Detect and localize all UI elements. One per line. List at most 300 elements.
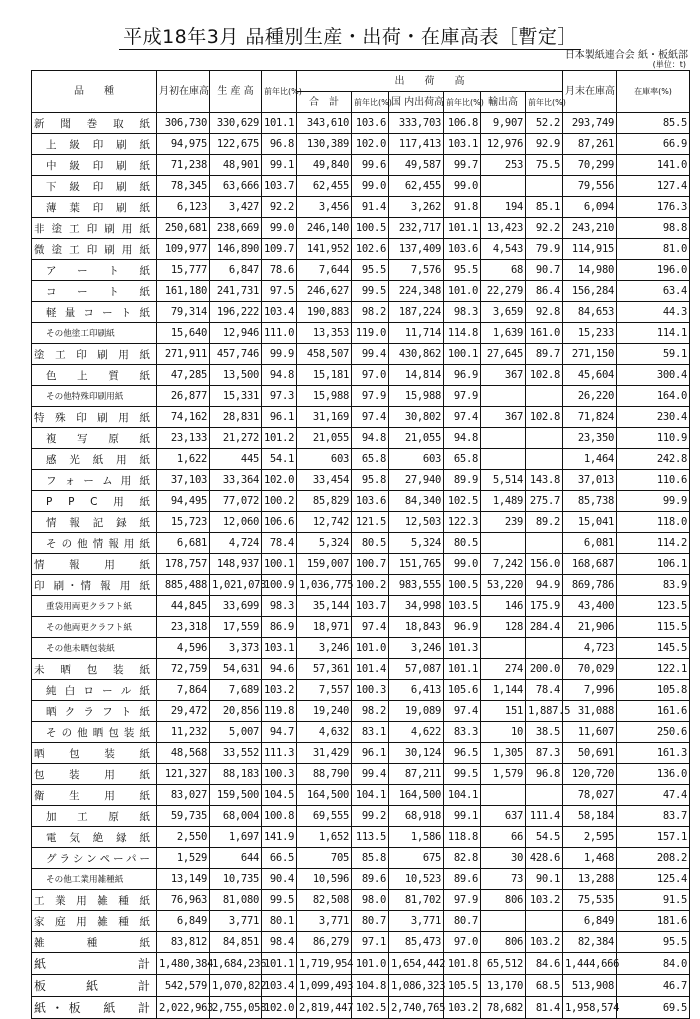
domestic-cell: 3,771 — [389, 911, 444, 932]
domestic-cell: 62,455 — [389, 176, 444, 197]
header-export-yoy: 前年比(%) — [526, 92, 563, 113]
production-yoy-cell: 90.4 — [262, 869, 297, 890]
product-name: 感 光 紙 用 紙 — [46, 453, 150, 466]
product-name-cell — [32, 743, 157, 764]
product-name: グラシンペーパー — [46, 852, 150, 865]
stock-ratio-cell: 84.0 — [617, 953, 690, 975]
export-yoy-cell: 81.4 — [526, 997, 563, 1019]
product-name-cell — [32, 764, 157, 785]
total-yoy-cell: 97.1 — [352, 932, 389, 953]
shipments-total-cell: 69,555 — [297, 806, 352, 827]
domestic-yoy-cell: 101.1 — [444, 659, 481, 680]
production-yoy-cell: 78.4 — [262, 533, 297, 554]
table-row — [32, 470, 690, 491]
stock-ratio-cell: 230.4 — [617, 407, 690, 428]
shipments-total-cell: 15,988 — [297, 386, 352, 407]
product-name-cell — [32, 848, 157, 869]
closing-stock-cell: 31,088 — [563, 701, 617, 722]
closing-stock-cell: 293,749 — [563, 113, 617, 134]
stock-ratio-cell: 47.4 — [617, 785, 690, 806]
production-cell: 330,629 — [210, 113, 262, 134]
table-row — [32, 785, 690, 806]
domestic-yoy-cell: 106.8 — [444, 113, 481, 134]
shipments-total-cell: 62,455 — [297, 176, 352, 197]
domestic-cell: 224,348 — [389, 281, 444, 302]
product-name: 重袋用両更クラフト紙 — [46, 602, 132, 612]
table-row — [32, 806, 690, 827]
shipments-total-cell: 18,971 — [297, 617, 352, 638]
product-name-cell — [32, 869, 157, 890]
production-cell: 122,675 — [210, 134, 262, 155]
domestic-cell: 30,802 — [389, 407, 444, 428]
production-cell: 10,735 — [210, 869, 262, 890]
opening-stock-cell: 1,529 — [157, 848, 210, 869]
production-cell: 146,890 — [210, 239, 262, 260]
export-yoy-cell: 78.4 — [526, 680, 563, 701]
product-name: 微 塗 工 印 刷 用 紙 — [34, 243, 150, 256]
domestic-cell: 30,124 — [389, 743, 444, 764]
header-domestic: 国 内出荷高 — [389, 92, 444, 113]
export-cell: 1,579 — [481, 764, 526, 785]
shipments-total-cell: 3,246 — [297, 638, 352, 659]
domestic-yoy-cell: 97.4 — [444, 407, 481, 428]
domestic-cell: 11,714 — [389, 323, 444, 344]
domestic-cell: 1,586 — [389, 827, 444, 848]
product-name: フ ォ ー ム 用 紙 — [46, 474, 150, 487]
stock-ratio-cell: 196.0 — [617, 260, 690, 281]
domestic-cell: 3,262 — [389, 197, 444, 218]
product-name: 下 級 印 刷 紙 — [46, 180, 150, 193]
total-yoy-cell: 96.1 — [352, 743, 389, 764]
production-yoy-cell: 100.2 — [262, 491, 297, 512]
domestic-yoy-cell: 95.5 — [444, 260, 481, 281]
product-name-cell — [32, 386, 157, 407]
shipments-total-cell: 35,144 — [297, 596, 352, 617]
domestic-cell: 10,523 — [389, 869, 444, 890]
stock-ratio-cell: 83.9 — [617, 575, 690, 596]
table-row — [32, 827, 690, 848]
product-name-cell — [32, 134, 157, 155]
closing-stock-cell: 13,288 — [563, 869, 617, 890]
closing-stock-cell: 70,029 — [563, 659, 617, 680]
domestic-yoy-cell: 101.8 — [444, 953, 481, 975]
product-name: ア ー ト 紙 — [46, 264, 150, 277]
total-yoy-cell: 80.7 — [352, 911, 389, 932]
opening-stock-cell: 48,568 — [157, 743, 210, 764]
domestic-yoy-cell: 89.9 — [444, 470, 481, 491]
export-yoy-cell: 94.9 — [526, 575, 563, 596]
production-cell: 1,070,822 — [210, 975, 262, 997]
production-cell: 7,689 — [210, 680, 262, 701]
total-yoy-cell: 89.6 — [352, 869, 389, 890]
product-name: 未 晒 包 装 紙 — [34, 663, 150, 676]
export-yoy-cell: 161.0 — [526, 323, 563, 344]
header-total-yoy: 前年比(%) — [352, 92, 389, 113]
production-cell: 1,697 — [210, 827, 262, 848]
shipments-total-cell: 7,644 — [297, 260, 352, 281]
total-yoy-cell: 104.8 — [352, 975, 389, 997]
domestic-yoy-cell: 97.9 — [444, 890, 481, 911]
production-cell: 77,072 — [210, 491, 262, 512]
stock-ratio-cell: 66.9 — [617, 134, 690, 155]
shipments-total-cell: 1,036,775 — [297, 575, 352, 596]
product-name-cell — [32, 827, 157, 848]
header-domestic-yoy: 前年比(%) — [444, 92, 481, 113]
product-name-cell — [32, 932, 157, 953]
shipments-total-cell: 246,140 — [297, 218, 352, 239]
domestic-yoy-cell: 94.8 — [444, 428, 481, 449]
product-name: 印 刷・情 報 用 紙 — [34, 579, 150, 592]
domestic-cell: 164,500 — [389, 785, 444, 806]
opening-stock-cell: 2,550 — [157, 827, 210, 848]
export-yoy-cell — [526, 911, 563, 932]
product-name: 情 報 記 録 紙 — [46, 516, 150, 529]
product-name: その他工業用雑種紙 — [46, 875, 124, 885]
shipments-total-cell: 7,557 — [297, 680, 352, 701]
production-cell: 3,373 — [210, 638, 262, 659]
export-cell: 5,514 — [481, 470, 526, 491]
product-name: その他未晒包装紙 — [46, 644, 115, 654]
product-name: 薄 葉 印 刷 紙 — [46, 201, 150, 214]
shipments-total-cell: 5,324 — [297, 533, 352, 554]
opening-stock-cell: 271,911 — [157, 344, 210, 365]
closing-stock-cell: 11,607 — [563, 722, 617, 743]
production-cell: 1,684,236 — [210, 953, 262, 975]
opening-stock-cell: 78,345 — [157, 176, 210, 197]
shipments-total-cell: 705 — [297, 848, 352, 869]
export-cell: 146 — [481, 596, 526, 617]
domestic-cell: 333,703 — [389, 113, 444, 134]
opening-stock-cell: 250,681 — [157, 218, 210, 239]
export-cell: 239 — [481, 512, 526, 533]
domestic-cell: 1,086,323 — [389, 975, 444, 997]
header-product: 品 種 — [32, 71, 157, 113]
closing-stock-cell: 114,915 — [563, 239, 617, 260]
opening-stock-cell: 47,285 — [157, 365, 210, 386]
production-yoy-cell: 54.1 — [262, 449, 297, 470]
product-name-cell — [32, 533, 157, 554]
closing-stock-cell: 513,908 — [563, 975, 617, 997]
domestic-yoy-cell: 89.6 — [444, 869, 481, 890]
domestic-yoy-cell: 65.8 — [444, 449, 481, 470]
export-cell: 73 — [481, 869, 526, 890]
domestic-cell: 85,473 — [389, 932, 444, 953]
production-yoy-cell: 99.9 — [262, 344, 297, 365]
stock-ratio-cell: 123.5 — [617, 596, 690, 617]
product-name-cell — [32, 911, 157, 932]
production-cell: 63,666 — [210, 176, 262, 197]
shipments-total-cell: 86,279 — [297, 932, 352, 953]
production-yoy-cell: 101.1 — [262, 113, 297, 134]
domestic-yoy-cell: 97.9 — [444, 386, 481, 407]
shipments-total-cell: 1,719,954 — [297, 953, 352, 975]
domestic-yoy-cell: 100.5 — [444, 575, 481, 596]
closing-stock-cell: 6,094 — [563, 197, 617, 218]
domestic-cell: 49,587 — [389, 155, 444, 176]
product-name: 板 紙 計 — [34, 979, 150, 993]
export-yoy-cell: 68.5 — [526, 975, 563, 997]
production-yoy-cell: 103.4 — [262, 975, 297, 997]
export-yoy-cell: 85.1 — [526, 197, 563, 218]
product-name-cell — [32, 260, 157, 281]
stock-ratio-cell: 114.2 — [617, 533, 690, 554]
stock-ratio-cell: 242.8 — [617, 449, 690, 470]
table-row — [32, 386, 690, 407]
table-row — [32, 449, 690, 470]
shipments-total-cell: 3,771 — [297, 911, 352, 932]
domestic-cell: 137,409 — [389, 239, 444, 260]
stock-ratio-cell: 145.5 — [617, 638, 690, 659]
opening-stock-cell: 83,812 — [157, 932, 210, 953]
product-name: 塗 工 印 刷 用 紙 — [34, 348, 150, 361]
export-cell: 12,976 — [481, 134, 526, 155]
stock-ratio-cell: 115.5 — [617, 617, 690, 638]
production-yoy-cell: 80.1 — [262, 911, 297, 932]
domestic-yoy-cell: 101.1 — [444, 218, 481, 239]
stock-ratio-cell: 250.6 — [617, 722, 690, 743]
opening-stock-cell: 121,327 — [157, 764, 210, 785]
production-cell: 88,183 — [210, 764, 262, 785]
export-cell: 1,639 — [481, 323, 526, 344]
production-yoy-cell: 106.6 — [262, 512, 297, 533]
export-yoy-cell — [526, 785, 563, 806]
closing-stock-cell: 6,849 — [563, 911, 617, 932]
shipments-total-cell: 31,429 — [297, 743, 352, 764]
stock-ratio-cell: 99.9 — [617, 491, 690, 512]
product-name: その他特殊印刷用紙 — [46, 392, 124, 402]
stock-ratio-cell: 98.8 — [617, 218, 690, 239]
domestic-yoy-cell: 101.3 — [444, 638, 481, 659]
production-cell: 15,331 — [210, 386, 262, 407]
production-yoy-cell: 101.2 — [262, 428, 297, 449]
production-cell: 12,060 — [210, 512, 262, 533]
domestic-cell: 15,988 — [389, 386, 444, 407]
shipments-total-cell: 57,361 — [297, 659, 352, 680]
closing-stock-cell: 37,013 — [563, 470, 617, 491]
total-yoy-cell: 100.5 — [352, 218, 389, 239]
export-yoy-cell: 75.5 — [526, 155, 563, 176]
production-cell: 33,364 — [210, 470, 262, 491]
domestic-yoy-cell: 82.8 — [444, 848, 481, 869]
production-yoy-cell: 99.5 — [262, 890, 297, 911]
stock-ratio-cell: 85.5 — [617, 113, 690, 134]
export-cell: 3,659 — [481, 302, 526, 323]
opening-stock-cell: 29,472 — [157, 701, 210, 722]
domestic-cell: 18,843 — [389, 617, 444, 638]
shipments-total-cell: 82,508 — [297, 890, 352, 911]
product-name: コ ー ト 紙 — [46, 285, 150, 298]
export-cell: 78,682 — [481, 997, 526, 1019]
closing-stock-cell: 85,738 — [563, 491, 617, 512]
table-row — [32, 911, 690, 932]
table-row — [32, 407, 690, 428]
closing-stock-cell: 1,444,666 — [563, 953, 617, 975]
total-yoy-cell: 113.5 — [352, 827, 389, 848]
shipments-total-cell: 246,627 — [297, 281, 352, 302]
export-yoy-cell: 103.2 — [526, 932, 563, 953]
closing-stock-cell: 6,081 — [563, 533, 617, 554]
production-cell: 241,731 — [210, 281, 262, 302]
table-row — [32, 743, 690, 764]
export-yoy-cell: 54.5 — [526, 827, 563, 848]
export-cell: 274 — [481, 659, 526, 680]
product-name: 電 気 絶 縁 紙 — [46, 831, 150, 844]
header-shipments: 出 荷 高 — [297, 71, 563, 92]
production-cell: 1,021,073 — [210, 575, 262, 596]
shipments-total-cell: 141,952 — [297, 239, 352, 260]
export-cell: 22,279 — [481, 281, 526, 302]
closing-stock-cell: 15,233 — [563, 323, 617, 344]
opening-stock-cell: 23,318 — [157, 617, 210, 638]
product-name: 軽 量 コ ー ト 紙 — [46, 306, 150, 319]
production-cell: 3,771 — [210, 911, 262, 932]
export-cell: 27,645 — [481, 344, 526, 365]
table-row — [32, 722, 690, 743]
total-yoy-cell: 97.9 — [352, 386, 389, 407]
product-name: 新 聞 巻 取 紙 — [34, 117, 150, 130]
export-yoy-cell: 90.7 — [526, 260, 563, 281]
total-yoy-cell: 99.2 — [352, 806, 389, 827]
header-shipments-total: 合 計 — [297, 92, 352, 113]
closing-stock-cell: 2,595 — [563, 827, 617, 848]
domestic-yoy-cell: 99.0 — [444, 554, 481, 575]
domestic-cell: 57,087 — [389, 659, 444, 680]
production-yoy-cell: 98.3 — [262, 596, 297, 617]
unit-note: (単位：t) — [652, 60, 686, 69]
product-name-cell — [32, 722, 157, 743]
export-cell: 367 — [481, 407, 526, 428]
total-yoy-cell: 98.0 — [352, 890, 389, 911]
product-name: 包 装 用 紙 — [34, 768, 150, 781]
table-row — [32, 554, 690, 575]
header-production: 生 産 高 — [210, 71, 262, 113]
export-cell — [481, 428, 526, 449]
domestic-yoy-cell: 83.3 — [444, 722, 481, 743]
domestic-yoy-cell: 99.7 — [444, 155, 481, 176]
shipments-total-cell: 85,829 — [297, 491, 352, 512]
export-cell: 1,144 — [481, 680, 526, 701]
domestic-cell: 81,702 — [389, 890, 444, 911]
product-name: P P C 用 紙 — [46, 495, 150, 508]
total-yoy-cell: 95.5 — [352, 260, 389, 281]
opening-stock-cell: 15,723 — [157, 512, 210, 533]
table-row — [32, 659, 690, 680]
shipments-total-cell: 1,099,493 — [297, 975, 352, 997]
product-name-cell — [32, 344, 157, 365]
production-cell: 54,631 — [210, 659, 262, 680]
production-cell: 48,901 — [210, 155, 262, 176]
total-yoy-cell: 101.0 — [352, 953, 389, 975]
product-name-cell — [32, 806, 157, 827]
closing-stock-cell: 75,535 — [563, 890, 617, 911]
export-cell: 13,423 — [481, 218, 526, 239]
stock-ratio-cell: 181.6 — [617, 911, 690, 932]
total-yoy-cell: 99.0 — [352, 176, 389, 197]
total-yoy-cell: 102.6 — [352, 239, 389, 260]
closing-stock-cell: 4,723 — [563, 638, 617, 659]
product-name: 中 級 印 刷 紙 — [46, 159, 150, 172]
shipments-total-cell: 1,652 — [297, 827, 352, 848]
total-yoy-cell: 99.4 — [352, 344, 389, 365]
export-yoy-cell: 275.7 — [526, 491, 563, 512]
opening-stock-cell: 885,488 — [157, 575, 210, 596]
table-row — [32, 134, 690, 155]
export-yoy-cell: 103.2 — [526, 890, 563, 911]
domestic-yoy-cell: 96.5 — [444, 743, 481, 764]
export-cell — [481, 533, 526, 554]
opening-stock-cell: 306,730 — [157, 113, 210, 134]
closing-stock-cell: 21,906 — [563, 617, 617, 638]
table-row — [32, 176, 690, 197]
production-cell: 6,847 — [210, 260, 262, 281]
production-yoy-cell: 104.5 — [262, 785, 297, 806]
domestic-cell: 19,089 — [389, 701, 444, 722]
export-cell: 151 — [481, 701, 526, 722]
shipments-total-cell: 19,240 — [297, 701, 352, 722]
publisher: 日本製紙連合会 紙・板紙部 — [564, 50, 688, 61]
page-title-text: 平成18年3月 品種別生産・出荷・在庫高表［暫定］ — [119, 26, 581, 50]
closing-stock-cell: 71,824 — [563, 407, 617, 428]
closing-stock-cell: 156,284 — [563, 281, 617, 302]
table-row — [32, 197, 690, 218]
table-row — [32, 701, 690, 722]
product-name: 複 写 原 紙 — [46, 432, 150, 445]
export-yoy-cell: 284.4 — [526, 617, 563, 638]
production-cell: 28,831 — [210, 407, 262, 428]
total-yoy-cell: 98.2 — [352, 701, 389, 722]
domestic-yoy-cell: 118.8 — [444, 827, 481, 848]
production-yoy-cell: 98.4 — [262, 932, 297, 953]
product-name: 工 業 用 雑 種 紙 — [34, 894, 150, 907]
closing-stock-cell: 87,261 — [563, 134, 617, 155]
stock-ratio-cell: 105.8 — [617, 680, 690, 701]
shipments-total-cell: 88,790 — [297, 764, 352, 785]
domestic-yoy-cell: 100.1 — [444, 344, 481, 365]
domestic-cell: 5,324 — [389, 533, 444, 554]
closing-stock-cell: 243,210 — [563, 218, 617, 239]
production-yoy-cell: 141.9 — [262, 827, 297, 848]
product-name: その他塗工印刷紙 — [46, 329, 115, 339]
export-cell: 4,543 — [481, 239, 526, 260]
production-yoy-cell: 111.0 — [262, 323, 297, 344]
export-yoy-cell — [526, 638, 563, 659]
product-name: 雑 種 紙 — [34, 936, 150, 949]
export-cell: 253 — [481, 155, 526, 176]
opening-stock-cell: 59,735 — [157, 806, 210, 827]
domestic-cell: 2,740,765 — [389, 997, 444, 1019]
product-name-cell — [32, 512, 157, 533]
table-row — [32, 848, 690, 869]
opening-stock-cell: 26,877 — [157, 386, 210, 407]
opening-stock-cell: 1,622 — [157, 449, 210, 470]
total-yoy-cell: 80.5 — [352, 533, 389, 554]
header-closing-stock: 月末在庫高 — [563, 71, 617, 113]
domestic-cell: 12,503 — [389, 512, 444, 533]
total-yoy-cell: 91.4 — [352, 197, 389, 218]
closing-stock-cell: 869,786 — [563, 575, 617, 596]
opening-stock-cell: 13,149 — [157, 869, 210, 890]
product-name-cell — [32, 890, 157, 911]
export-cell: 66 — [481, 827, 526, 848]
table-row — [32, 953, 690, 975]
export-cell: 806 — [481, 890, 526, 911]
header-production-yoy: 前年比(%) — [262, 71, 297, 113]
production-cell: 159,500 — [210, 785, 262, 806]
export-cell: 367 — [481, 365, 526, 386]
total-yoy-cell: 97.4 — [352, 407, 389, 428]
stock-ratio-cell: 157.1 — [617, 827, 690, 848]
stock-ratio-cell: 141.0 — [617, 155, 690, 176]
